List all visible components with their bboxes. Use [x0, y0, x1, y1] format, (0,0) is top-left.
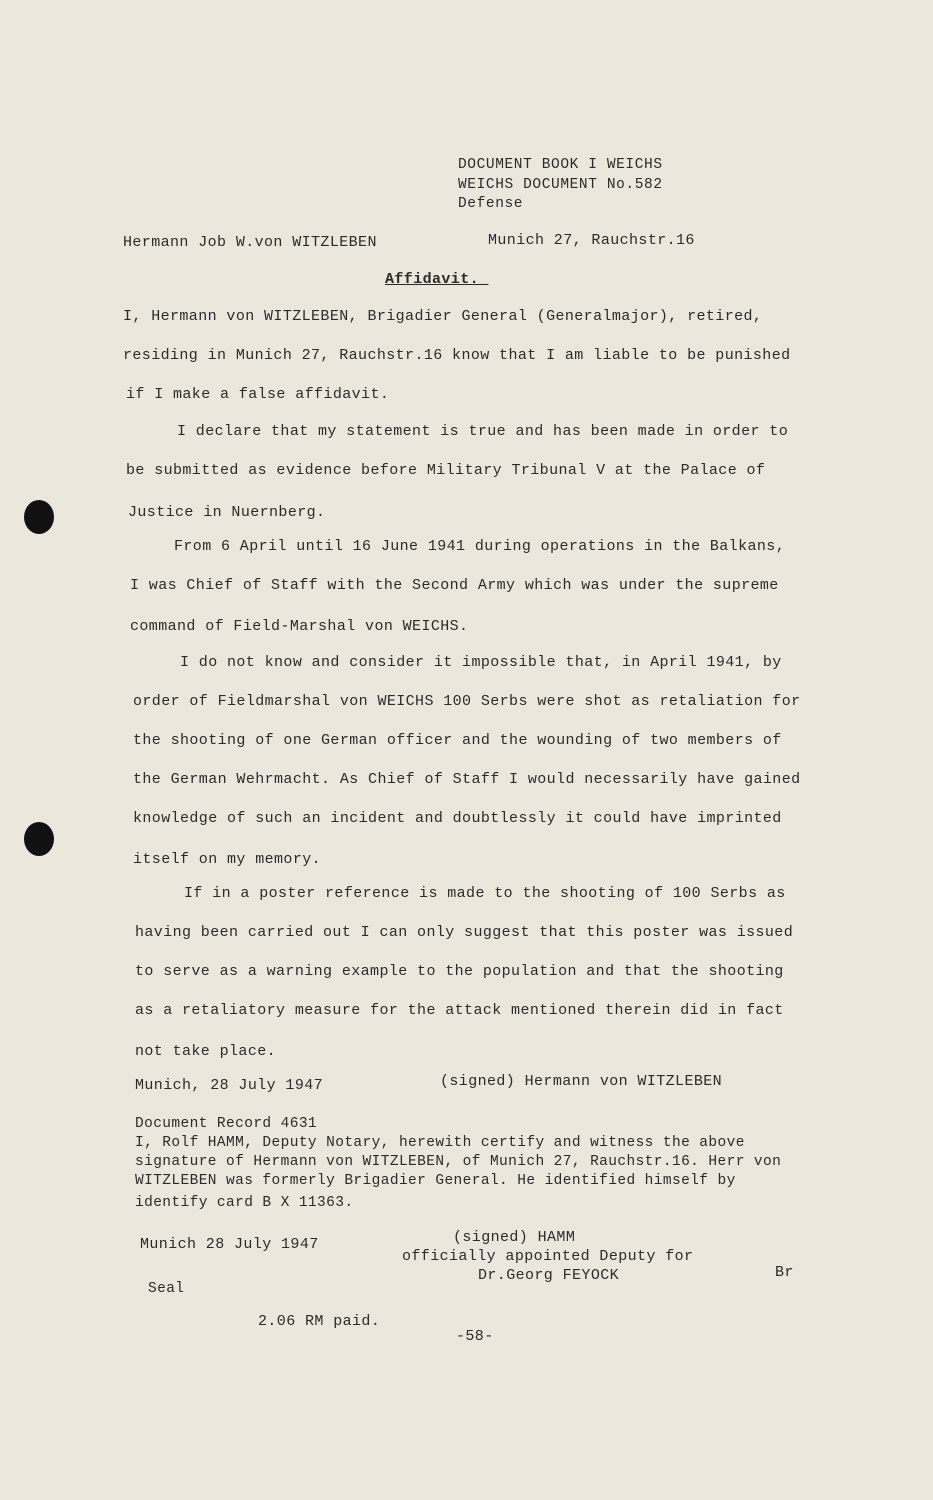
body-line: be submitted as evidence before Military Tribunal V at the Palace of [126, 462, 766, 479]
body-line: If in a poster reference is made to the shooting of 100 Serbs as [184, 885, 786, 902]
body-line: to serve as a warning example to the population and that the shooting [135, 963, 784, 980]
document-title: Affidavit._ [385, 271, 489, 288]
body-line: knowledge of such an incident and doubtlessly it could have imprinted [133, 810, 782, 827]
body-line: I, Hermann von WITZLEBEN, Brigadier General (Generalmajor), retired, [123, 308, 763, 325]
body-line: having been carried out I can only suggest that this poster was issued [135, 924, 794, 941]
header-line-2: WEICHS DOCUMENT No.582 [458, 177, 663, 193]
seal-label: Seal [148, 1281, 185, 1297]
signature-signed: (signed) Hermann von WITZLEBEN [440, 1073, 723, 1090]
body-line: command of Field-Marshal von WEICHS. [130, 618, 469, 635]
body-line: itself on my memory. [133, 851, 322, 868]
fee-paid: 2.06 RM paid. [258, 1313, 381, 1330]
body-line: residing in Munich 27, Rauchstr.16 know that I am liable to be punished [123, 347, 791, 364]
body-line: as a retaliatory measure for the attack mentioned therein did in fact [135, 1002, 784, 1019]
header-line-3: Defense [458, 196, 524, 212]
body-line: the German Wehrmacht. As Chief of Staff I would necessarily have gained [133, 771, 801, 788]
body-line: Justice in Nuernberg. [128, 504, 326, 521]
notary-place-date: Munich 28 July 1947 [140, 1236, 319, 1253]
certification-line: Document Record 4631 [135, 1116, 318, 1132]
punch-hole [24, 822, 54, 856]
body-line: if I make a false affidavit. [126, 386, 390, 403]
body-line: I declare that my statement is true and has been made in order to [177, 423, 789, 440]
signature-place-date: Munich, 28 July 1947 [135, 1077, 324, 1094]
body-line: order of Fieldmarshal von WEICHS 100 Serbs were shot as retaliation for [133, 693, 801, 710]
author-name: Hermann Job W.von WITZLEBEN [123, 234, 377, 251]
notary-signed: (signed) HAMM [453, 1229, 576, 1246]
author-address: Munich 27, Rauchstr.16 [488, 232, 695, 249]
header-line-1: DOCUMENT BOOK I WEICHS [458, 157, 663, 173]
page-number: -58- [456, 1328, 494, 1345]
certification-line: WITZLEBEN was formerly Brigadier General. He identified himself by [135, 1173, 736, 1189]
body-line: the shooting of one German officer and the wounding of two members of [133, 732, 782, 749]
certification-line: identify card B X 11363. [135, 1195, 354, 1211]
notary-name: Dr.Georg FEYOCK [478, 1267, 620, 1284]
certification-line: signature of Hermann von WITZLEBEN, of Munich 27, Rauchstr.16. Herr von [135, 1154, 782, 1170]
body-line: I was Chief of Staff with the Second Army which was under the supreme [130, 577, 779, 594]
initials: Br [775, 1264, 794, 1281]
body-line: From 6 April until 16 June 1941 during operations in the Balkans, [174, 538, 786, 555]
certification-line: I, Rolf HAMM, Deputy Notary, herewith certify and witness the above [135, 1135, 745, 1151]
body-line: I do not know and consider it impossible that, in April 1941, by [180, 654, 782, 671]
notary-role: officially appointed Deputy for [402, 1248, 694, 1265]
punch-hole [24, 500, 54, 534]
body-line: not take place. [135, 1043, 277, 1060]
